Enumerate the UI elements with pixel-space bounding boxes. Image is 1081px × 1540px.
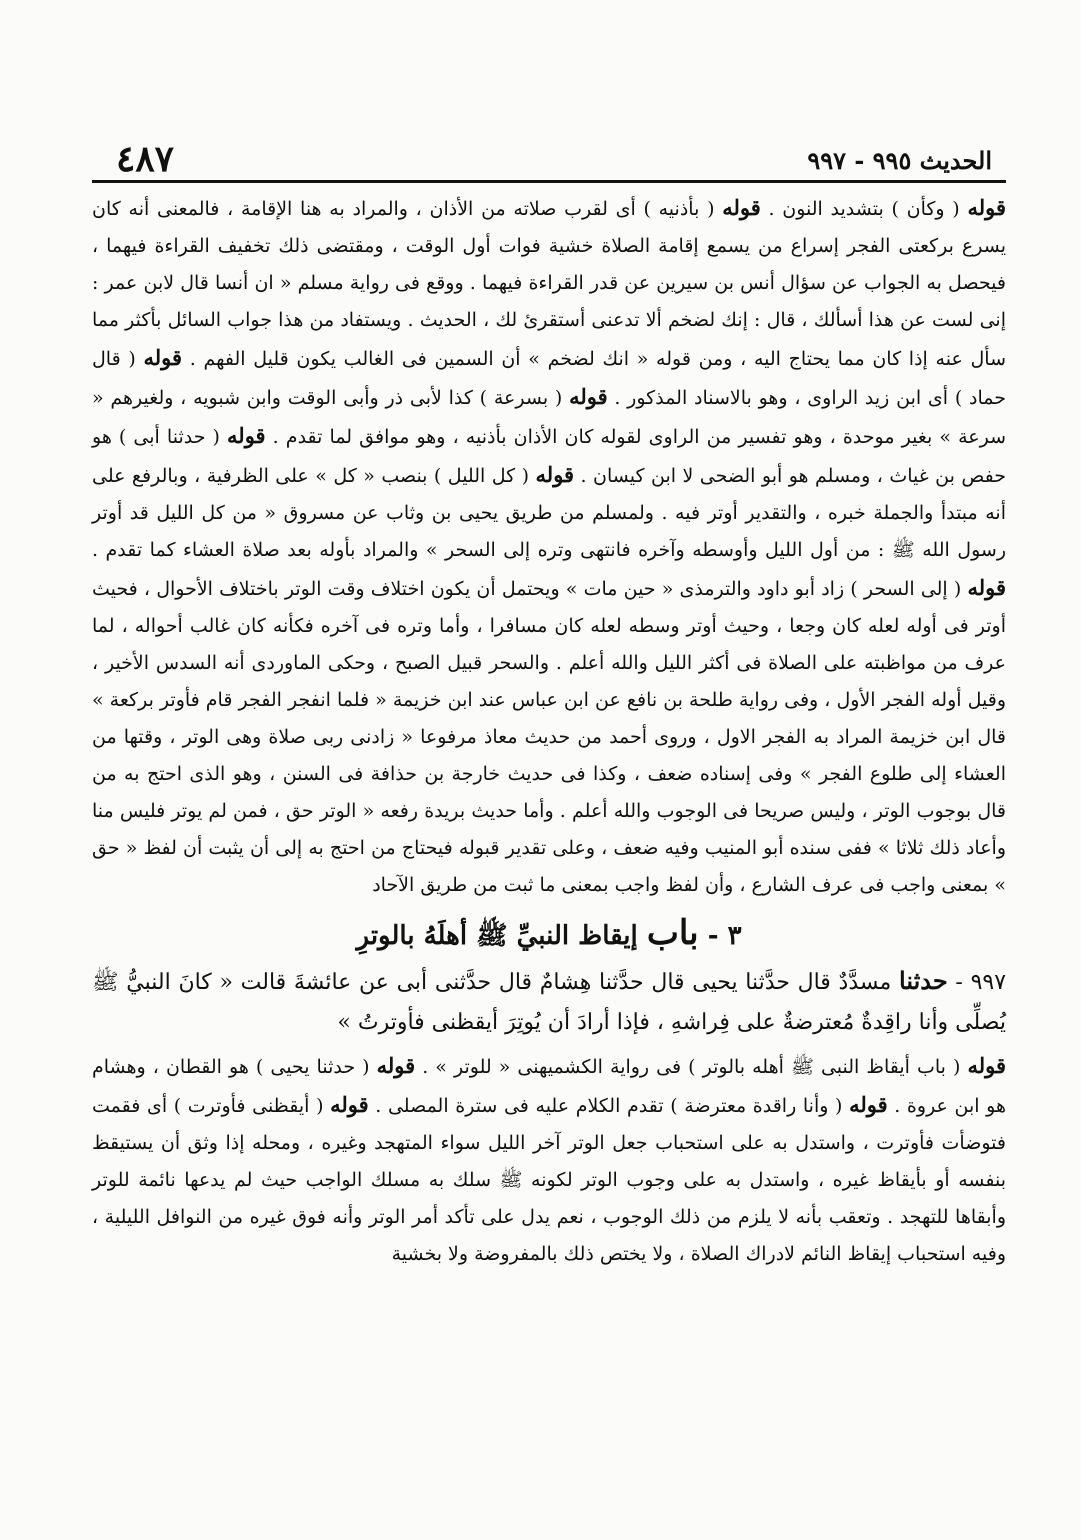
document-page [92, 132, 1006, 1522]
qawluhu-keyword: قوله [227, 423, 266, 448]
hadith-body: مسدَّدٌ قال حدَّثنا يحيى قال حدَّثنا هِشامٌ قال حدَّثنى أبى عن عائشةَ قالت « كانَ النبيُّ ﷺ يُصلِّى وأنا راقِدةٌ مُعترضةٌ على فِراشهِ ، فإذا أرادَ أن يُوتِرَ أيقظنى فأوترتُ » [92, 970, 1006, 1035]
qawluhu-keyword: قوله [967, 1053, 1007, 1078]
commentary-text: ( إلى السحر ) زاد أبو داود والترمذى « حين مات » ويحتمل أن يكون اختلاف وقت الوتر باختلاف الأحوال ، فحيث أوتر فى أوله لعله كان وجعا ، وحيث أوتر وسطه لعله كان مسافرا ، وأما وتره فى آخره فكأنه كان غالب أحواله ، لما عرف من مواظبته على الصلاة فى أكثر الليل والله أعلم . والسحر قبيل الصبح ، وحكى الماوردى أنه السدس الأخير ، وقيل أوله الفجر الأول ، وفى رواية طلحة بن نافع عن ابن عباس عند ابن خزيمة « فلما انفجر الفجر قام فأوتر بركعة » قال ابن خزيمة المراد به الفجر الاول ، وروى أحمد من حديث معاذ مرفوعا « زادنى ربى صلاة وهى الوتر ، وقتها من العشاء إلى طلوع الفجر » وفى إسناده ضعف ، وكذا فى حديث خارجة بن حذافة فى السنن ، وهو الذى احتج به من قال بوجوب الوتر ، وليس صريحا فى الوجوب والله أعلم . وأما حديث بريدة رفعه « الوتر حق ، فمن لم يوتر فليس منا وأعاد ذلك ثلاثا » ففى سنده أبو المنيب وفيه ضعف ، وعلى تقدير قبوله فيحتاج من احتج به إلى أن يثبت أن لفظ « حق » بمعنى واجب فى عرف الشارع ، وأن لفظ واجب بمعنى ما ثبت من طريق الآحاد [92, 578, 1006, 896]
intro-commentary [92, 189, 1006, 904]
commentary-text: ( باب أيقاظ النبى ﷺ أهله بالوتر ) فى رواية الكشميهنى « للوتر » . [415, 1056, 968, 1078]
commentary-text: ( حدثنا أبى ) هو حفص بن غياث ، ومسلم هو أبو الضحى لا ابن كيسان . [92, 426, 1006, 487]
qawluhu-keyword: قوله [535, 462, 575, 487]
chapter-title: إيقاظ النبيِّ ﷺ أهلَهُ بالوترِ [356, 921, 647, 951]
running-title: الحديث ٩٩٥ - ٩٩٧ [807, 146, 992, 175]
qawluhu-keyword: قوله [376, 1053, 416, 1078]
commentary-text: ( حدثنا يحيى ) هو القطان ، وهشام هو ابن عروة . [92, 1056, 1007, 1117]
qawluhu-keyword: قوله [330, 1092, 369, 1117]
qawluhu-keyword: قوله [143, 345, 183, 370]
page-number: ٤٨٧ [116, 138, 175, 180]
commentary-text: ( أيقظنى فأوترت ) أى فقمت فتوضأت فأوترت ، واستدل به على استحباب جعل الوتر آخر الليل سواء المتهجد وغيره ، ومحله إذا وثق أن يستيقظ بنفسه أو بأيقاظ غيره ، واستدل به على وجوب الوتر لكونه ﷺ سلك به مسلك الواجب حيث لم يدعها نائمة للوتر وأبقاها للتهجد . وتعقب بأنه لا يلزم من ذلك الوجوب ، نعم يدل على تأكد أمر الوتر وأنه فوق غيره من النوافل الليلية ، وفيه استحباب إيقاظ النائم لادراك الصلاة ، ولا يختص ذلك بالمفروضة ولا بخشية [92, 1095, 1006, 1265]
chapter-bab: باب [646, 913, 699, 953]
hadith-commentary [92, 1047, 1006, 1273]
commentary-text: ( وأنا راقدة معترضة ) تقدم الكلام عليه فى سترة المصلى . [368, 1095, 850, 1117]
commentary-text: ( قال حماد ) أى ابن زيد الراوى ، وهو بالاسناد المذكور . [92, 348, 1006, 409]
commentary-text: ( بأذنيه ) أى لقرب صلاته من الأذان ، والمراد به هنا الإقامة ، فالمعنى أنه كان يسرع بركعتى الفجر إسراع من يسمع إقامة الصلاة خشية فوات أول الوقت ، ومقتضى ذلك تخفيف القراءة فيهما ، فيحصل به الجواب عن سؤال أنس بن سيرين عن قدر القراءة فيهما . ووقع فى رواية مسلم « ان أنسا قال لابن عمر : إنى لست عن هذا أسألك ، قال : إنك لضخم ألا تدعنى أستقرئ لك ، الحديث . ويستفاد من هذا جواب السائل بأكثر مما سأل عنه إذا كان مما يحتاج اليه ، ومن قوله « انك لضخم » أن السمين فى الغالب يكون قليل الفهم . [92, 198, 1006, 370]
qawluhu-keyword: قوله [967, 195, 1006, 220]
qawluhu-keyword: قوله [849, 1092, 888, 1117]
page-header [92, 132, 1006, 180]
chapter-number: ٣ - [698, 921, 742, 951]
commentary-text: ( بسرعة ) كذا لأبى ذر وأبى الوقت وابن شبويه ، ولغيرهم « سرعة » بغير موحدة ، وهو تفسير من الراوى لقوله كان الأذان بأذنيه ، وهو موافق لما تقدم . [92, 387, 1006, 448]
chapter-heading [92, 914, 1006, 955]
qawluhu-keyword: قوله [722, 195, 761, 220]
commentary-text: ( وكأن ) بتشديد النون . [760, 198, 968, 220]
hadith-text [92, 961, 1006, 1043]
header-rule [92, 180, 1006, 183]
qawluhu-keyword: قوله [569, 384, 608, 409]
hadith-haddathana: حدثنا [899, 966, 948, 995]
qawluhu-keyword: قوله [967, 575, 1006, 600]
hadith-number: ٩٩٧ - [947, 970, 1007, 995]
commentary-text: ( كل الليل ) بنصب « كل » على الظرفية ، وبالرفع على أنه مبتدأ والجملة خبره ، والتقدير أوتر فيه . ولمسلم من طريق يحيى بن وثاب عن مسروق « من كل الليل قد أوتر رسول الله ﷺ : من أول الليل وأوسطه وآخره فانتهى وتره إلى السحر » والمراد بأوله بعد صلاة العشاء كما تقدم . [92, 465, 1006, 561]
